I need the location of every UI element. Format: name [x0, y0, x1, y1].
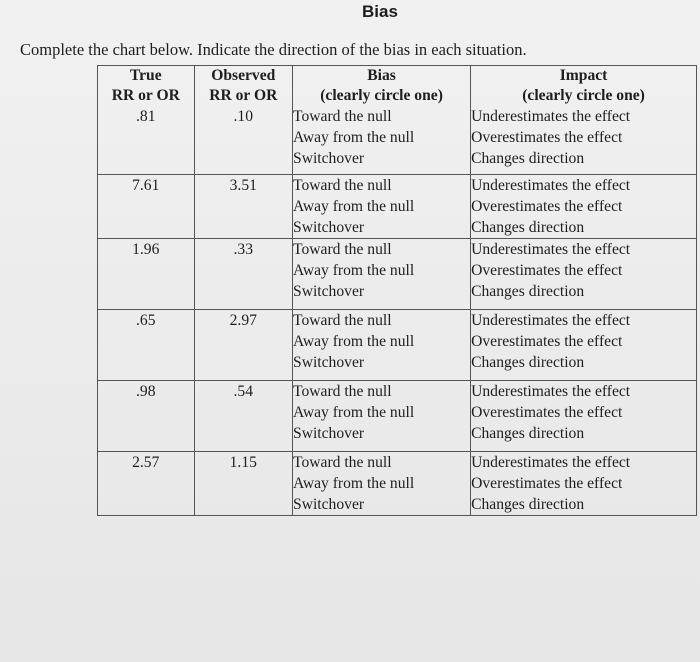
bias-option[interactable]: Away from the null [293, 404, 415, 421]
impact-option[interactable]: Changes direction [471, 283, 585, 300]
bias-option[interactable]: Switchover [293, 150, 365, 167]
impact-option[interactable]: Changes direction [471, 496, 585, 513]
true-rr-value: 1.96 [98, 239, 195, 310]
table-row [98, 239, 697, 310]
table-row [98, 381, 697, 452]
bias-options [293, 175, 471, 239]
impact-options [471, 381, 697, 452]
bias-option[interactable]: Away from the null [293, 129, 415, 146]
observed-rr-value: .10 [194, 106, 293, 175]
bias-option[interactable]: Switchover [293, 219, 365, 236]
observed-rr-value: 3.51 [194, 175, 293, 239]
impact-option[interactable]: Changes direction [471, 219, 585, 236]
impact-options [471, 106, 697, 175]
impact-option[interactable]: Changes direction [471, 150, 585, 167]
bias-option[interactable]: Toward the null [293, 177, 392, 194]
bias-option[interactable]: Switchover [293, 354, 365, 371]
header-observed: Observed RR or OR [194, 66, 293, 107]
impact-option[interactable]: Overestimates the effect [471, 475, 623, 492]
table-row [98, 106, 697, 175]
impact-option[interactable]: Overestimates the effect [471, 262, 623, 279]
table-row [98, 175, 697, 239]
bias-options [293, 381, 471, 452]
impact-option[interactable]: Overestimates the effect [471, 333, 623, 350]
impact-option[interactable]: Underestimates the effect [471, 383, 631, 400]
bias-option[interactable]: Away from the null [293, 262, 415, 279]
instruction-text: Complete the chart below. Indicate the direction of the bias in each situation. [20, 40, 527, 59]
table-header-row [98, 66, 697, 107]
impact-option[interactable]: Underestimates the effect [471, 177, 631, 194]
impact-option[interactable]: Changes direction [471, 425, 585, 442]
bias-option[interactable]: Toward the null [293, 454, 392, 471]
bias-option[interactable]: Toward the null [293, 108, 392, 125]
impact-option[interactable]: Underestimates the effect [471, 108, 631, 125]
bias-option[interactable]: Toward the null [293, 383, 392, 400]
observed-rr-value: .54 [194, 381, 293, 452]
bias-options [293, 239, 471, 310]
bias-options [293, 452, 471, 516]
bias-option[interactable]: Toward the null [293, 312, 392, 329]
bias-option[interactable]: Switchover [293, 425, 365, 442]
impact-option[interactable]: Overestimates the effect [471, 404, 623, 421]
impact-options [471, 239, 697, 310]
impact-option[interactable]: Underestimates the effect [471, 454, 631, 471]
page-title: Bias [362, 2, 398, 21]
impact-option[interactable]: Changes direction [471, 354, 585, 371]
bias-option[interactable]: Away from the null [293, 475, 415, 492]
bias-options [293, 106, 471, 175]
impact-option[interactable]: Underestimates the effect [471, 241, 631, 258]
impact-options [471, 452, 697, 516]
bias-option[interactable]: Away from the null [293, 198, 415, 215]
impact-options [471, 175, 697, 239]
bias-option[interactable]: Away from the null [293, 333, 415, 350]
table-row [98, 452, 697, 516]
bias-option[interactable]: Switchover [293, 496, 365, 513]
impact-options [471, 310, 697, 381]
observed-rr-value: 1.15 [194, 452, 293, 516]
true-rr-value: .65 [98, 310, 195, 381]
impact-option[interactable]: Overestimates the effect [471, 129, 623, 146]
true-rr-value: .98 [98, 381, 195, 452]
header-bias: Bias (clearly circle one) [293, 66, 471, 107]
true-rr-value: .81 [98, 106, 195, 175]
bias-option[interactable]: Toward the null [293, 241, 392, 258]
bias-option[interactable]: Switchover [293, 283, 365, 300]
impact-option[interactable]: Underestimates the effect [471, 312, 631, 329]
bias-table [97, 65, 697, 516]
header-true: True RR or OR [98, 66, 195, 107]
true-rr-value: 7.61 [98, 175, 195, 239]
header-impact: Impact (clearly circle one) [471, 66, 697, 107]
bias-options [293, 310, 471, 381]
observed-rr-value: .33 [194, 239, 293, 310]
true-rr-value: 2.57 [98, 452, 195, 516]
impact-option[interactable]: Overestimates the effect [471, 198, 623, 215]
table-row [98, 310, 697, 381]
observed-rr-value: 2.97 [194, 310, 293, 381]
